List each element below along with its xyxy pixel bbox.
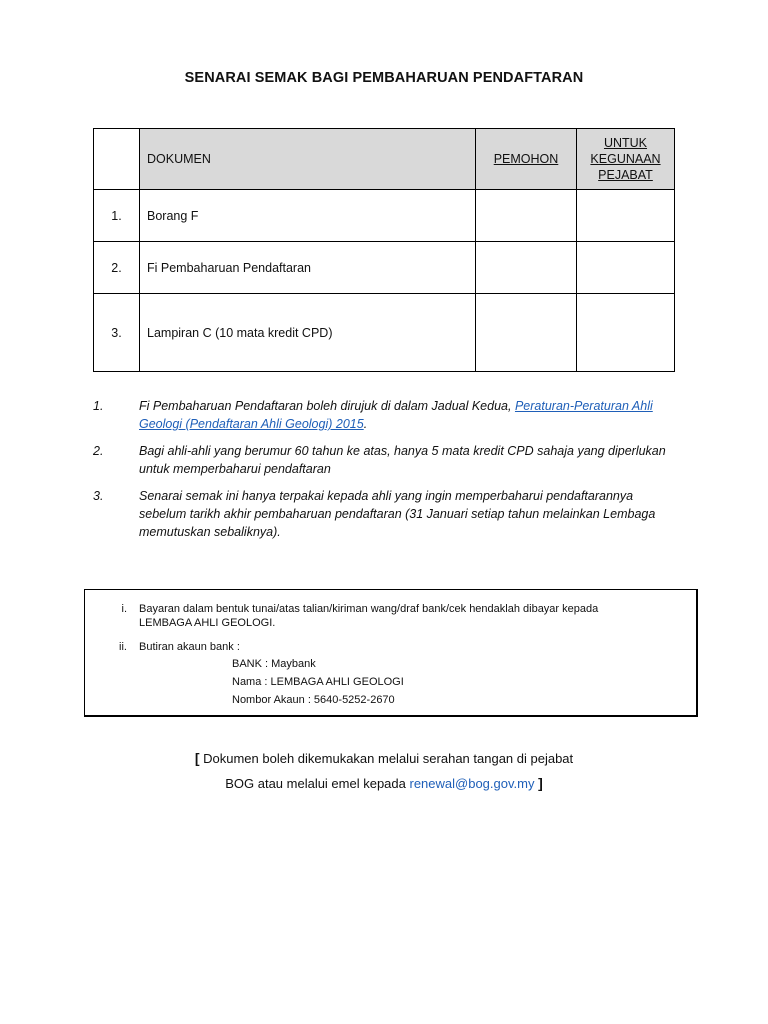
pemohon-checkbox-cell[interactable] (476, 294, 577, 372)
header-pejabat-line: PEJABAT (598, 168, 653, 182)
pemohon-checkbox-cell[interactable] (476, 242, 577, 294)
header-pejabat-line: UNTUK (603, 136, 648, 150)
submission-text-1: Dokumen boleh dikemukakan melalui serahan tangan di pejabat (203, 751, 574, 766)
table-row (94, 190, 675, 242)
note-number: 1. (93, 399, 104, 413)
payment-item-number: i. (121, 603, 127, 615)
payment-item-number: ii. (119, 641, 127, 653)
account-number: Nombor Akaun : 5640-5252-2670 (232, 694, 395, 706)
row-number: 1. (94, 190, 140, 242)
submission-line-1 (0, 746, 768, 771)
table-header-row (94, 129, 675, 190)
office-use-cell (577, 190, 675, 242)
payment-item-text: Bayaran dalam bentuk tunai/atas talian/kiriman wang/draf bank/cek hendaklah dibayar kepada LEMBAGA AHLI GEOLOGI. (139, 603, 599, 629)
row-document: Borang F (140, 190, 476, 242)
row-number: 2. (94, 242, 140, 294)
note-text-end: . (363, 417, 368, 431)
bank-details (232, 655, 404, 709)
checklist-table (93, 128, 675, 372)
note-text: Senarai semak ini hanya terpakai kepada ahli yang ingin memperbaharui pendaftarannya sebelum tarikh akhir pembaharuan pendaftaran (31 Januari setiap tahun melainkan Lembaga memutuskan sebaliknya). (139, 489, 656, 539)
header-pejabat-line: KEGUNAAN (590, 152, 661, 166)
note-item (93, 442, 683, 478)
header-number (94, 129, 140, 190)
page-title: SENARAI SEMAK BAGI PEMBAHARUAN PENDAFTARAN (184, 70, 584, 86)
table-row (94, 294, 675, 372)
note-item (93, 397, 683, 433)
payment-item-text: Butiran akaun bank : (139, 641, 240, 653)
regulation-link[interactable]: Peraturan-Peraturan Ahli Geologi (Pendaftaran Ahli Geologi) 2015 (139, 399, 653, 431)
note-text: Bagi ahli-ahli yang berumur 60 tahun ke atas, hanya 5 mata kredit CPD sahaja yang diperlukan untuk memperbaharui pendaftaran (139, 444, 666, 476)
row-document: Lampiran C (10 mata kredit CPD) (140, 294, 476, 372)
note-item (93, 487, 683, 541)
close-bracket: ] (538, 775, 543, 791)
email-link[interactable]: renewal@bog.gov.my (409, 776, 535, 791)
note-number: 2. (93, 444, 104, 458)
row-number: 3. (94, 294, 140, 372)
submission-note (0, 746, 768, 796)
submission-line-2 (0, 771, 768, 796)
table-row (94, 242, 675, 294)
bank-name: BANK : Maybank (232, 658, 316, 670)
row-document: Fi Pembaharuan Pendaftaran (140, 242, 476, 294)
pemohon-checkbox-cell[interactable] (476, 190, 577, 242)
account-holder: Nama : LEMBAGA AHLI GEOLOGI (232, 676, 404, 688)
header-pemohon: PEMOHON (476, 129, 577, 190)
notes-list (93, 397, 683, 550)
note-text (139, 397, 683, 433)
office-use-cell (577, 242, 675, 294)
header-dokumen: DOKUMEN (140, 129, 476, 190)
header-pejabat (577, 129, 675, 190)
note-text-body: Fi Pembaharuan Pendaftaran boleh dirujuk di dalam Jadual Kedua, (139, 399, 515, 413)
payment-item (85, 602, 649, 630)
payment-item (85, 640, 649, 654)
open-bracket: [ (194, 750, 200, 766)
payment-info-box (84, 589, 698, 717)
office-use-cell (577, 294, 675, 372)
submission-text-2: BOG atau melalui emel kepada (225, 776, 406, 791)
note-number: 3. (93, 489, 104, 503)
